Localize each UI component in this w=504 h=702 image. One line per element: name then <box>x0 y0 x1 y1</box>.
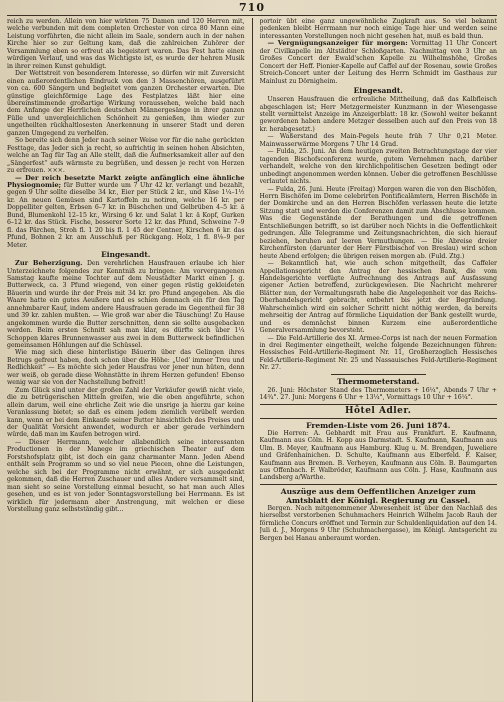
article-paragraph: — Fulda, 25. Juni. An dem heutigen zweiten Betrachtungstage der vier tagenden Bischofsconferenz wurde, gutem Vernehmen nach, darüber verhandelt, welche von den kirchlichpolitischen Gesetzen bedingt oder unbedingt angenommen werden können. Ueber die getroffenen Beschlüsse verlautet nichts. <box>259 148 497 186</box>
guest-list-text: Die Herren: A. Gebhardt mit Frau aus Frankfurt. E. Kaufmann, Kaufmann aus Cöln. H. Kopp aus Darmstadt. S. Kaufmann, Kaufmann aus Ulm. B. Meyer, Kaufmann aus Hamburg. Klug u. M. Brendgen, Juweliere und Gräfenhainichen. D. Schulte, Kaufmann aus Elberfeld. F. Kaiser, Kaufmann aus Bremen. B. Verheyen, Kaufmann aus Cöln. B. Baumgarten aus Offenbach. F. Walbröder, Kaufmann aus Cöln. J. Hase, Kaufmann aus Landsberg a/Warthe. <box>259 429 497 482</box>
market-heading: — Der reich besetzte Markt zeigte anfänglich eine ähnliche Physiognomie; <box>7 173 245 189</box>
hotel-heading: Hôtel Adler. <box>345 405 412 416</box>
page-number: 710 <box>239 1 265 14</box>
columns <box>7 18 497 702</box>
events-heading: — Vergnügungsanzeiger für morgen: <box>267 39 408 48</box>
article-paragraph: So bereite sich denn Jeder nach seiner Weise vor für die nahe gerückten Festtage, das Jeder sich ja recht, so aufrichtig in seinen hohen Absichten, welche an Tag für Tag an Alle stellt, daß die Aufmerksamkeit aller auf den „Sängerfest“ aufs wärmste zu begrüßen, und dessen je recht von Herzen zu erfreuen. ×××. <box>7 137 245 175</box>
thermometer-text: 26. Juni: Höchster Stand des Thermometers + 16¼°, Abends 7 Uhr + 14¾°. 27. Juni: Morgens 6 Uhr + 13¼°, Vormittags 10 Uhr + 16¼°. <box>259 386 497 402</box>
events-text: Vormittag 11 Uhr Concert der Civilkapelle im Altstädter Schloßgarten. Nachmittag von 3 Uhr an Großes Concert der Ewald'schen Kapelle zu Wilhelmshöhe, Großes Concert der Heff. Pionier-Kapelle auf Caffel auf der Rosenau, sowie Großes Streich-Concert unter der Leitung des Herrn Schmidt im Gasthaus zur Mainlust zu Dörnigheim. <box>259 40 497 85</box>
hotel-box <box>260 404 498 419</box>
article-paragraph: — Die Feld-Artillerie des XI. Armee-Corps ist nach der neuen Formation in drei Regimenter eingetheilt, welche folgende Bezeichnungen führen: Hessisches Feld-Artillerie-Regiment Nr. 11, Großherzoglich Hessisches Feld-Artillerie-Regiment Nr. 25 und Nassauisches Feld-Artillerie-Regiment Nr. 27. <box>259 334 497 372</box>
divider <box>260 484 498 485</box>
article-paragraph <box>7 260 245 349</box>
article-paragraph: Wie mag sich diese hinterlistige Bäuerin über das Gelingen ihres Betrugs gefreut haben, doch schon über die Höhe: „Ued' immer Treu und Redlichkeit“ — Es möchte sich jeder Hausfrau vor jener nun hüten, denn wer weiß, ob gerade diese Wohnstätte in ihrem Herzen gefunden! Ebenso wenig war sie von der Nachstellung befreit! <box>7 349 245 387</box>
article-paragraph: Unseren Hausfrauen die erfreuliche Mittheilung, daß das Kalbfleisch abgeschlagen ist; Herr Metzgermeister Kunzmann in der Wiesengasse stellt vermittelst Anzeige im Anzeigerblatt: 18 kr. (Sowohl weiter bekannt gewordenen haben andere Metzger desselben auch auf den Preis von 18 kr. herabgesetzt.) <box>259 96 497 133</box>
thermometer-heading: Thermometerstand. <box>337 376 420 386</box>
article-paragraph: — Dieser Herrmann, welcher allabendlich seine interessanten Productionen in der Manege im griechischen Theater auf dem Forstshofsplatz gibt, ist doch ein ganz charmanter Mann. Jeden Abend enthält sein Programm so und so viel neue Piecen, ohne die Leistungen, welche sich bei der Programme nicht erwähnt, er sich ausgedenkt gekommen, daß die Herren Zuschauer und alles Andere versammelt sind, man sieht so seine Vorstellung einmal besucht, so hat man auch Alles gesehen, und es ist von jeder Sonntagsvorstellung bei Herrmann. Es ist wirklich für jedermann aber Anstrengung, mit welchen er diese Vorstellung ganz selbstständig gibt... <box>7 438 245 513</box>
article-paragraph: portoir übt eine ganz ungewöhnliche Zugkraft aus. So viel bekannt gedenken bleibt Herrmann nur noch einige Tage hier und werden seine interessanten Vorstellungen noch nicht gesehen hat, muß es bald thun. <box>259 18 497 40</box>
article-paragraph: Zum Glück sind unter der großen Zahl der Verkäufer gewiß nicht viele, die zu betrügerischen Mitteln greifen, wie die oben angeführte, schon allein darum, weil eine ehrliche Zeit wie die unsrige ja hierzu gar keine Veranlassung bietet; so daß es einem jedem ziemlich verübelt werden kann, wenn er bei dem Einkaufe seiner Butter hinsichtlich des Preises und der Qualität Vorsicht anwendet, wodurch er aber gerade verhindern würde, daß man im Kaufen betrogen wird. <box>7 386 245 439</box>
section-heading: Eingesandt. <box>101 250 151 260</box>
guest-list-heading: Fremden-Liste vom 26. Juni 1874. <box>306 420 451 430</box>
market-text: für Butter wurde um 7 Uhr 42 kr. verlangt und bezahlt, gegen 9 Uhr sollte dieselbe 34 kr., Eier per Stück 2 kr., und Käse 1¼–1½ kr. An neuen Gemüsen sind Kartoffeln zu notiren, welche 16 kr. per Doppelliter gelten, Erbsen 6–7 kr. in Büschchen und Gelbrüben 4–5 kr. ä Bund, Blumenkohl 12–15 kr., Wirsing 6 kr. und Salat 1 kr. ä Kopf, Gurken 6–12 kr. das Stück. Fische, besserer Sorte 12 kr. das Pfund, Schweine 7–9 fl. das Pärchen, Stroh fl. 1 20 bis fl. 1 45 der Centner, Kirschen 6 kr. das Pfund, Bohnen 2 kr. am Ausschluß per Rückgang. Holz, 1 fl. 8⅛–9 per Meter. <box>7 181 245 249</box>
article-paragraph: — Waßerstand des Main-Pegels heute früh 7 Uhr 0,21 Meter. Mainwasserwärme Morgens 7 Uhr 14 Grad. <box>259 133 497 148</box>
article-paragraph: Der Wettstreit von besonderem Interesse, so dürfen wir mit Zuversicht einen außerordentlichen Eindruck von den 3 Massenchören, ausgeführt von ca. 600 Sängern und begleitet vom ganzen Orchester erwarten. Die günstige gleichförmige Lage des Festplatzes läßt hier eine übereinstimmende großartige Wirkung voraussehen, welche bald nach dem Anfange der Herrlichen deutschen Männergesänge in ihrer ganzen Fülle und unvergleichlichen Schönheit zu genießen, ihm wieder zur ungetheilten rückhaltlosesten Anerkennung in unserer Stadt und deren ganzen Umgegend zu verhelfen. <box>7 70 245 137</box>
column-divider <box>252 18 253 702</box>
article-text: Den verehrlichen Hausfrauen erlaube ich hier Unterzeichnete folgendes zur Kenntniß zu bringen: Am vorvergangenen Samstag kaufte meine Tochter auf dem Neustädter Markt einen J. g. Butterweck, ca. 3 Pfund wiegend, von einer gegen rüstig gekleideten Bäuerin und wurde ihr der Preis mit 34 kr. pro Pfund angegeben. Als die Waare hatte ein gutes Aeußere und es schien demnach ein für den Tag annehmbarer Kauf, indem andere Hausfrauen gerade im Gegentheil für 38 und 39 kr. zahlen mußten. — Wie groß war aber die Täuschung! Zu Hause angekommen wurde die Butter zerschnitten, denn sie sollte ausgebacken werden. Beim ersten Schnitt sah man klar, es dürfte sich über 1¼ Schoppen klares Brunnenwasser aus zwei in dem Butterweck befindlichen gemeinsamen Höhlungen auf die Schüssel. <box>7 260 245 350</box>
section-subheading: Zur Beherzigung. <box>15 259 83 268</box>
article-paragraph: — Fulda, 26. Juni. Heute (Freitag) Morgen waren die von den Bischöfen, Herrn Bischöfen im Dome celebrirten Pontificalämtern, Herren Bischöfe in der Domkirche und an den Herren Bischöfen verlassen heute die letzte Sitzung statt und werden die Conferenzen damit zum Abschlusse kommen. Was die Gegenstände der Berathungen und die getroffenen Entschließungen betrifft, so ist darüber noch Nichts in die Oeffentlichkeit gedrungen. Alle Telegramme und Zeitungsnachrichten, die sich hierauf beziehen, beruhen auf leeren Vermuthungen. — Die Abreise dreier Kirchenfürsten (darunter der Herr Fürstbischof von Breslau) wird schon heute Abend erfolgen; die übrigen reisen morgen ab. (Fuld. Ztg.) <box>259 185 497 260</box>
article-paragraph: reich zu werden. Allein von hier wirkten 75 Damen und 120 Herren mit, welche verbunden mit dem completen Orchester von circa 80 Mann eine Leistung vorführten, die nicht allein im Saale, sondern auch in der nahen Kirche hier so zur Geltung kam, daß die zahlreichen Zuhörer der Versammlung eben so erfreut als begeistert waren. Das Fest hatte einen würdigen Verlauf, und was das Wichtigste ist, es wurde der hehren Musik in ihrer reinen Kunst gehuldigt. <box>7 18 245 70</box>
official-notices-heading: Auszüge aus dem Oeffentlichen Anzeiger zum Amtsblatt der Königl. Regierung zu Cassel. <box>280 486 476 505</box>
article-paragraph <box>7 175 245 250</box>
divider <box>331 374 426 375</box>
header-rule <box>7 15 497 16</box>
article-paragraph <box>260 40 498 85</box>
right-column <box>260 18 498 702</box>
section-heading: Eingesandt. <box>353 86 403 96</box>
official-notice-text: Bergen. Nach mitgenommener Abwesenheit ist über den Nachlaß des hierselbst verstorbenen Schuhmachers Heinrich Wilhelm Jacob Rauh der förmliche Concurs eröffnet und Termin zur Schuldenliquidation auf den 14. Juli d. J., Morgens 9 Uhr (Schuhmachergasse), im Königl. Amtsgericht zu Bergen bei Hanau anberaumt worden. <box>259 504 497 542</box>
article-paragraph: — Bekanntlich hat, wie auch schon mitgetheilt, das Caffeler Appellationsgericht den Antrag der hessischen Bank, die vom Handelsgerichte verfügte Aufrechnung des Antrags auf Ausfassung eigener Actien betreffend, zurückgewiesen. Die Nachricht mehrerer Blätter nun, der Vermaltungsrath habe die Angelegenheit vor das Reichs-Oberhandelsgericht gebracht, entbehrt bis jetzt der Begründung. Wahrscheinlich wird ein solcher Schritt nicht nöthig werden, da bereits mehrseitig der Antrag auf förmliche Liquidation der Bank gestellt wurde, und es demnächst binnen Kurzem eine außerordentliche Generalversammlung bevorsteht. <box>259 260 497 335</box>
left-column <box>7 18 245 702</box>
